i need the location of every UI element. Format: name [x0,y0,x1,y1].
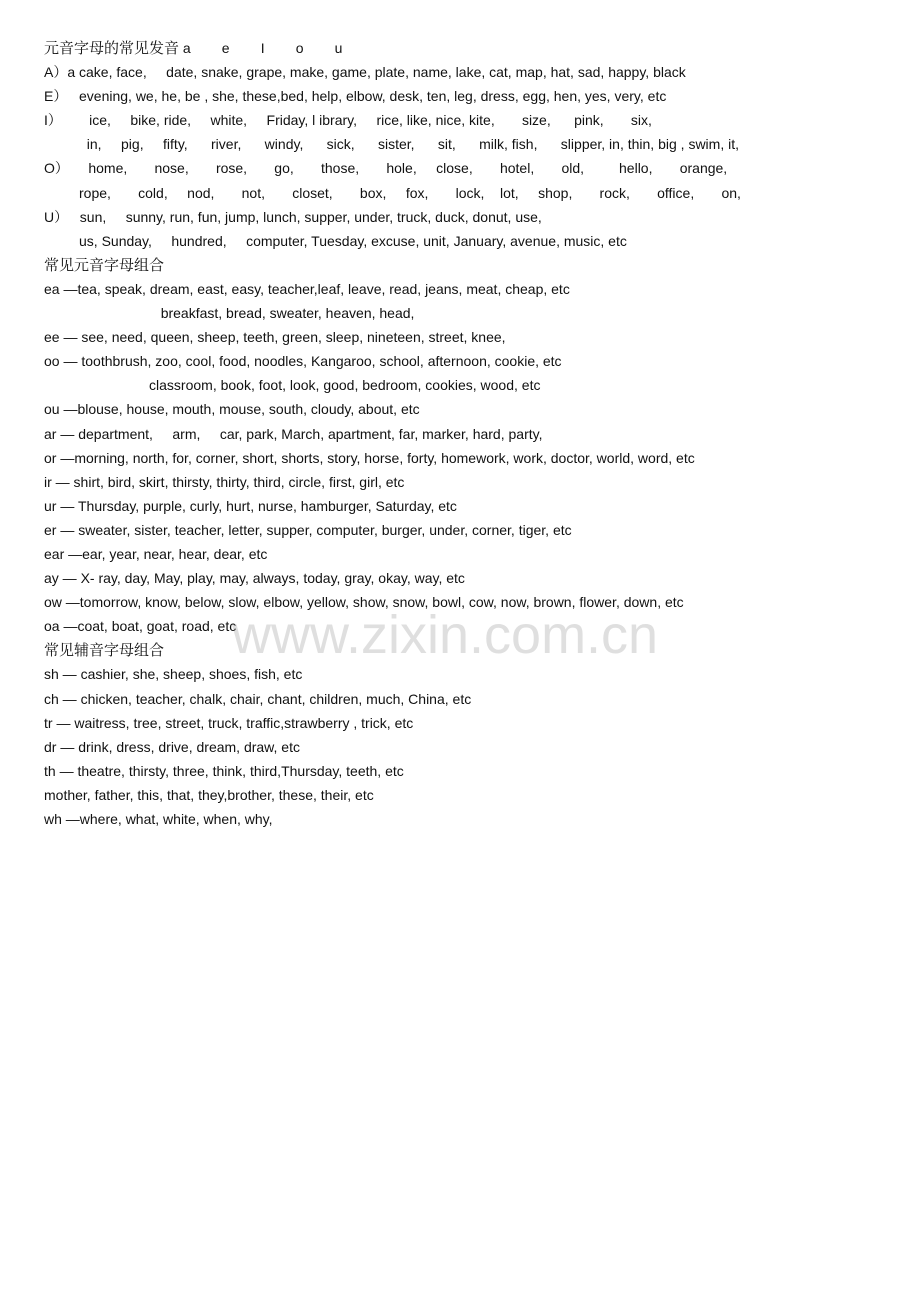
text-line: I） ice, bike, ride, white, Friday, l ibrary, rice, like, nice, kite, size, pink, six, [44,112,652,129]
text-line: ou —blouse, house, mouth, mouse, south, cloudy, about, etc [44,401,420,418]
text-line: ar — department, arm, car, park, March, apartment, far, marker, hard, party, [44,425,543,442]
section-heading-vowel-combos: 常见元音字母组合 [44,255,165,274]
vowel-sounds-list [44,60,904,253]
text-line: or —morning, north, for, corner, short, shorts, story, horse, forty, homework, work, doctor, world, word, etc [44,449,695,466]
text-line: ow —tomorrow, know, below, slow, elbow, yellow, show, snow, bowl, cow, now, brown, flower, down, etc [44,594,684,611]
text-line: dr — drink, dress, drive, dream, draw, etc [44,738,300,755]
section-heading-vowel-sounds [44,36,904,60]
text-line: ir — shirt, bird, skirt, thirsty, thirty, third, circle, first, girl, etc [44,473,405,490]
watermark: www.zixin.com.cn [232,605,659,665]
text-line: wh —where, what, white, when, why, [44,811,273,827]
text-line: ea —tea, speak, dream, east, easy, teacher,leaf, leave, read, jeans, meat, cheap, etc [44,280,570,297]
text-line: ee — see, need, queen, sheep, teeth, green, sleep, nineteen, street, knee, [44,329,506,346]
text-line: er — sweater, sister, teacher, letter, supper, computer, burger, under, corner, tiger, etc [44,521,572,538]
text-line: us, Sunday, hundred, computer, Tuesday, excuse, unit, January, avenue, music, etc [44,232,627,249]
vowel-combos-list [44,277,904,638]
text-line: th — theatre, thirsty, three, think, third,Thursday, teeth, etc [44,762,404,779]
text-line: oa —coat, boat, goat, road, etc [44,618,237,635]
text-line: rope, cold, nod, not, closet, box, fox, lock, lot, shop, rock, office, on, [44,184,741,201]
text-line: A）a cake, face, date, snake, grape, make, game, plate, name, lake, cat, map, hat, sad, happy, black [44,64,686,81]
text-line: classroom, book, foot, look, good, bedroom, cookies, wood, etc [44,377,541,394]
text-line: mother, father, this, that, they,brother, these, their, etc [44,786,374,803]
text-line: ch — chicken, teacher, chalk, chair, chant, children, much, China, etc [44,690,472,707]
text-line: sh — cashier, she, sheep, shoes, fish, etc [44,666,303,683]
text-line: tr — waitress, tree, street, truck, traffic,strawberry , trick, etc [44,714,414,731]
text-line: in, pig, fifty, river, windy, sick, sister, sit, milk, fish, slipper, in, thin, big , swim, it, [44,136,739,153]
consonant-combos-list [44,662,904,831]
text-line: E） evening, we, he, be , she, these,bed, help, elbow, desk, ten, leg, dress, egg, hen, yes, very, etc [44,88,667,105]
text-line: ear —ear, year, near, hear, dear, etc [44,545,268,562]
document-body [44,36,904,831]
text-line: oo — toothbrush, zoo, cool, food, noodles, Kangaroo, school, afternoon, cookie, etc [44,353,562,370]
text-line: U） sun, sunny, run, fun, jump, lunch, supper, under, truck, duck, donut, use, [44,208,542,225]
vowel-letters: a e I o u [179,40,343,56]
heading-text: 元音字母的常见发音 [44,39,180,57]
section-heading-consonant-combos: 常见辅音字母组合 [44,641,165,660]
text-line: breakfast, bread, sweater, heaven, head, [44,305,415,322]
text-line: ur — Thursday, purple, curly, hurt, nurse, hamburger, Saturday, etc [44,497,457,514]
text-line: O） home, nose, rose, go, those, hole, close, hotel, old, hello, orange, [44,160,728,177]
text-line: ay — X- ray, day, May, play, may, always, today, gray, okay, way, etc [44,570,465,587]
